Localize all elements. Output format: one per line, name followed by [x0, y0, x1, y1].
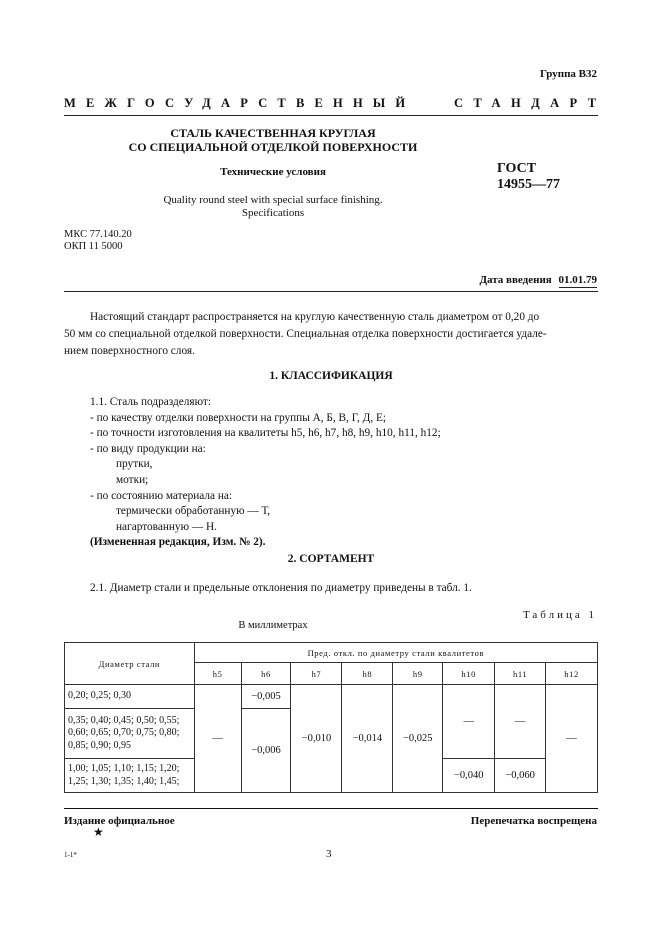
cell-h11-row3: −0,060 [495, 759, 546, 793]
cell-h7: −0,010 [291, 685, 342, 793]
okp-code: ОКП 11 5000 [64, 241, 123, 252]
header-grade-h6: h6 [241, 663, 291, 685]
list-item: - по состоянию материала на: [90, 489, 233, 502]
header-grade-h10: h10 [443, 663, 495, 685]
header-grade-h12: h12 [546, 663, 598, 685]
title-line-2: СО СПЕЦИАЛЬНОЙ ОТДЕЛКОЙ ПОВЕРХНОСТИ [128, 140, 418, 154]
gost-number [497, 161, 560, 193]
intro-line-1: Настоящий стандарт распространяется на круглую качественную сталь диаметром от 0,20 до [90, 311, 540, 323]
section-2-paragraph: 2.1. Диаметр стали и предельные отклонения по диаметру приведены в табл. 1. [90, 582, 472, 594]
introduction-date [479, 274, 597, 286]
english-title [64, 194, 482, 220]
table-units: В миллиметрах [238, 620, 308, 631]
mks-code: МКС 77.140.20 [64, 229, 132, 240]
footer-rule [64, 808, 598, 809]
list-item: - по точности изготовления на квалитеты h5, h6, h7, h8, h9, h10, h11, h12; [90, 427, 441, 440]
list-item: термически обработанную — Т, [116, 505, 271, 518]
header-grade-h9: h9 [393, 663, 443, 685]
header-diameter: Диаметр стали [65, 643, 195, 685]
standard-type-left: МЕЖГОСУДАРСТВЕННЫЙ [64, 96, 416, 110]
cell-h6: −0,005 [241, 685, 291, 709]
section-1-heading: 1. КЛАССИФИКАЦИЯ [269, 370, 393, 382]
list-item: - по виду продукции на: [90, 442, 206, 455]
cell-h10-row3: −0,040 [443, 759, 495, 793]
star-icon: ★ [93, 825, 104, 839]
date-rule [64, 291, 598, 292]
intro-line-3: нием поверхностного слоя. [64, 345, 195, 357]
official-edition: Издание официальное [64, 815, 175, 827]
list-item: прутки, [116, 458, 153, 471]
header-grade-h5: h5 [194, 663, 241, 685]
standard-type-right: СТАНДАРТ [454, 96, 607, 110]
list-item: 1.1. Сталь подразделяют: [90, 396, 211, 408]
cell-h12: — [546, 685, 598, 793]
header-grade-h7: h7 [291, 663, 342, 685]
diameter-cell: 0,20; 0,25; 0,30 [65, 685, 195, 709]
page-number: 3 [326, 848, 332, 860]
date-label: Дата введения [479, 274, 552, 286]
table-caption: Таблица 1 [522, 609, 597, 621]
gost-code: 14955—77 [497, 177, 560, 192]
title-line-1: СТАЛЬ КАЧЕСТВЕННАЯ КРУГЛАЯ [170, 126, 376, 140]
cell-h6-merged: −0,006 [241, 709, 291, 793]
intro-line-2: 50 мм со специальной отделкой поверхности. Специальная отделка поверхности достигается удале- [64, 328, 547, 340]
document-title [64, 126, 482, 154]
diameter-cell: 1,00; 1,05; 1,10; 1,15; 1,20; 1,25; 1,30; 1,35; 1,40; 1,45; [65, 759, 195, 793]
classification-codes [64, 229, 132, 253]
subtitle: Технические условия [220, 166, 326, 178]
header-deviation-group: Пред. откл. по диаметру стали квалитетов [194, 643, 597, 663]
cell-h11: — [495, 685, 546, 759]
list-item: - по качеству отделки поверхности на группы А, Б, В, Г, Д, Е; [90, 411, 387, 424]
reprint-forbidden: Перепечатка воспрещена [470, 815, 597, 827]
date-value: 01.01.79 [558, 274, 597, 286]
intro-paragraph [64, 309, 598, 360]
table-row [65, 685, 598, 709]
amendment-note: (Измененная редакция, Изм. № 2). [90, 536, 266, 549]
header-grade-h11: h11 [495, 663, 546, 685]
header-rule [64, 115, 598, 116]
cell-h5: — [194, 685, 241, 793]
gost-label: ГОСТ [497, 161, 537, 176]
cell-h9: −0,025 [393, 685, 443, 793]
diameter-cell: 0,35; 0,40; 0,45; 0,50; 0,55; 0,60; 0,65; 0,70; 0,75; 0,80; 0,85; 0,90; 0,95 [65, 709, 195, 759]
list-item: мотки; [116, 473, 149, 486]
list-item: нагартованную — Н. [116, 520, 217, 533]
english-line-2: Specifications [241, 207, 305, 219]
group-code: Группа В32 [539, 68, 597, 80]
tolerance-table [64, 642, 598, 793]
classification-list [90, 395, 441, 551]
cell-h8: −0,014 [342, 685, 393, 793]
section-2-heading: 2. СОРТАМЕНТ [287, 553, 375, 565]
print-mark: 1-1* [64, 851, 77, 859]
cell-h10: — [443, 685, 495, 759]
header-grade-h8: h8 [342, 663, 393, 685]
english-line-1: Quality round steel with special surface finishing. [163, 194, 383, 206]
